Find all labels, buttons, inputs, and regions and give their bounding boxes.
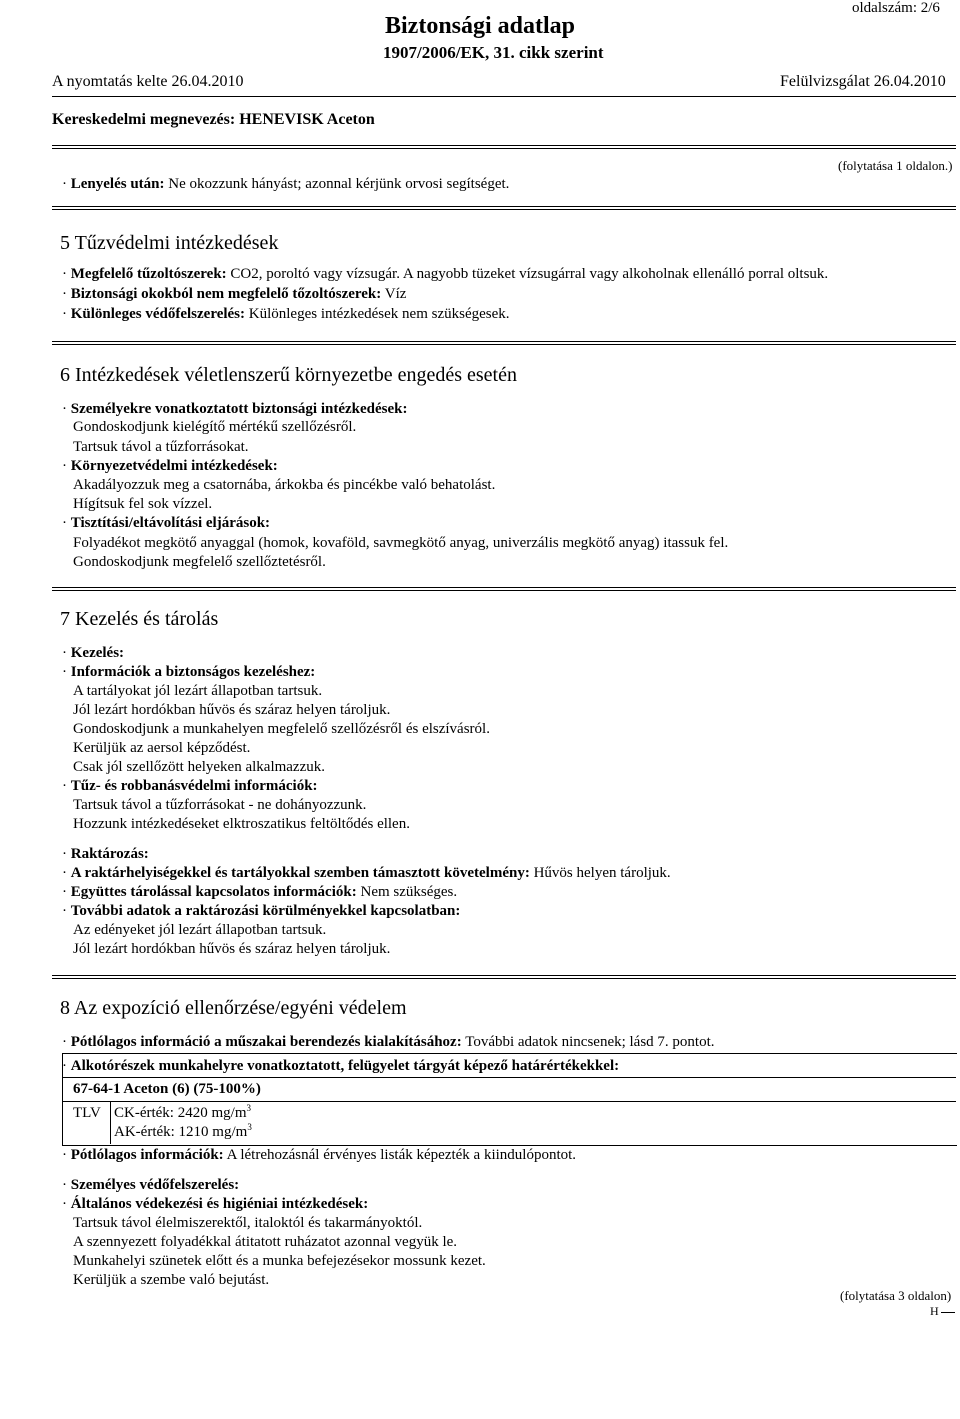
continued-to: (folytatása 3 oldalon) [840,1288,952,1303]
sec7-s3a: Az edényeket jól lezárt állapotban tartsuk. [73,922,327,938]
sec7-fire: · Tűz- és robbanásvédelmi információk: [62,778,318,794]
sec6-h1: · Személyekre vonatkoztatott biztonsági intézkedések: [62,401,408,417]
sec7-f2: Hozzunk intézkedéseket elktroszatikus feltöltődés ellen. [73,816,410,832]
sec8-limits: · Alkotórészek munkahelyre vonatkoztatott, felügyelet tárgyát képező határértékekkel: [62,1058,620,1074]
sec7-i5: Csak jól szellőzött helyeken alkalmazzuk. [73,759,325,775]
sec8-ppe: · Személyes védőfelszerelés: [62,1177,240,1193]
sec8-p2: · Pótlólagos információk: A létrehozásnál érvényes listák képezték a kiindulópontot. [62,1147,577,1163]
sec8-p1-text: További adatok nincsenek; lásd 7. pontot. [461,1034,715,1050]
ak-unit-exponent: 3 [247,1122,252,1132]
swallow-text: Ne okozzunk hányást; azonnal kérjünk orvosi segítséget. [164,176,510,192]
sec5-line-2: · Biztonsági okokból nem megfelelő tőzoltószerek: Víz [62,286,407,302]
sec8-p1: · Pótlólagos információ a műszakai berendezés kialakításához: További adatok nincsenek; lásd 7. pontot. [62,1034,715,1050]
sec8-general: · Általános védekezési és higiéniai intézkedések: [62,1196,369,1212]
sec6-t3b: Gondoskodjunk megfelelő szellőztetésről. [73,554,326,570]
sec5-l2-label: Biztonsági okokból nem megfelelő tőzoltószerek: [70,286,382,302]
substance-name [73,1080,261,1099]
sec7-info: · Információk a biztonságos kezeléshez: [62,664,316,680]
footer-mark-text: H [930,1304,939,1318]
ck-text: CK-érték: 2420 mg/m [114,1105,247,1121]
sec7-s1-label: A raktárhelyiségekkel és tartályokkal szemben támasztott követelmény: [70,865,530,881]
print-date: A nyomtatás kelte 26.04.2010 [52,73,244,90]
sec5-line-1: · Megfelelő tűzoltószerek: CO2, poroltó vagy vízsugár. A nagyobb tüzeket vízsugárral vagy alkoholnak ellenálló porral oltsuk. [62,266,829,282]
sec7-s1: · A raktárhelyiségekkel és tartályokkal szemben támasztott követelmény: Hűvös helyen tároljuk. [62,865,671,881]
section-rule [52,341,956,345]
header-double-rule [52,145,956,149]
sec5-l1-label: Megfelelő tűzoltószerek: [70,266,227,282]
sec6-t3a: Folyadékot megkötő anyaggal (homok, kovaföld, savmegkötő anyag, univerzális megkötő anyag) itassuk fel. [73,535,729,551]
tlv-divider [110,1101,111,1144]
sec7-s1-text: Hűvös helyen tároljuk. [529,865,671,881]
sec7-s2: · Együttes tárolással kapcsolatos információk: Nem szükséges. [62,884,458,900]
sec6-t1a: Gondoskodjunk kielégítő mértékű szellőzésről. [73,419,357,435]
substance-rule [62,1101,956,1102]
section-8-title: 8 Az expozíció ellenőrzése/egyéni védelem [60,997,407,1019]
sec8-g4: Kerüljük a szembe való bejutást. [73,1272,270,1288]
tlv-label: TLV [73,1105,101,1121]
ck-unit-exponent: 3 [246,1103,251,1113]
sec5-line-3: · Különleges védőfelszerelés: Különleges intézkedések nem szükségesek. [62,306,510,322]
sec7-info-text: Információk a biztonságos kezeléshez: [70,664,316,680]
swallow-label: Lenyelés után: [70,176,165,192]
sec6-h2: · Környezetvédelmi intézkedések: [62,458,278,474]
sec8-p1-label: Pótlólagos információ a műszakai berendezés kialakításához: [70,1034,462,1050]
limits-rule [62,1077,956,1078]
section-7-title: 7 Kezelés és tárolás [60,608,219,630]
sec8-p2-label: Pótlólagos információk: [70,1147,224,1163]
sec5-l3-label: Különleges védőfelszerelés: [70,306,246,322]
sec8-limits-label: Alkotórészek munkahelyre vonatkoztatott, felügyelet tárgyát képező határértékekkel: [70,1058,620,1074]
footer-mark-rule [941,1312,955,1313]
document-title: Biztonsági adatlap [385,13,576,39]
sec7-s2-text: Nem szükséges. [356,884,458,900]
sec6-h3: · Tisztítási/eltávolítási eljárások: [62,515,271,531]
sec7-s3-label: További adatok a raktározási körülményekkel kapcsolatban: [70,903,461,919]
sec5-l1-text: CO2, poroltó vagy vízsugár. A nagyobb tüzeket vízsugárral vagy alkoholnak ellenálló porral oltsuk. [226,266,829,282]
ak-value [114,1123,252,1142]
continued-from: (folytatása 1 oldalon.) [838,158,953,173]
sec7-fire-text: Tűz- és robbanásvédelmi információk: [70,778,318,794]
section-rule [52,975,956,979]
sec8-p2-text: A létrehozásnál érvényes listák képezték a kiindulópontot. [223,1147,577,1163]
ck-value [114,1104,251,1123]
document-subtitle: 1907/2006/EK, 31. cikk szerint [383,43,604,62]
sec6-t2a: Akadályozzuk meg a csatornába, árkokba és pincékbe való behatolást. [73,477,496,493]
sec7-storage-text: Raktározás: [70,846,149,862]
trade-name: Kereskedelmi megnevezés: HENEVISK Aceton [52,111,375,128]
review-date: Felülvizsgálat 26.04.2010 [780,73,946,90]
sec7-i2: Jól lezárt hordókban hűvös és száraz helyen tároljuk. [73,702,391,718]
sec8-g2: A szennyezett folyadékkal átitatott ruházatot azonnal vegyük le. [73,1234,458,1250]
footer-mark [930,1304,955,1319]
sec7-i1: A tartályokat jól lezárt állapotban tartsuk. [73,683,323,699]
sec8-g1: Tartsuk távol élelmiszerektől, italoktól és takarmányoktól. [73,1215,423,1231]
sec7-i4: Kerüljük az aersol képződést. [73,740,251,756]
page-number: oldalszám: 2/6 [852,0,940,16]
section-rule [52,206,956,210]
substance-text: 67-64-1 Aceton (6) (75-100%) [73,1081,261,1097]
ak-text: AK-érték: 1210 mg/m [114,1124,248,1140]
section-5-title: 5 Tűzvédelmi intézkedések [60,232,279,254]
sec7-storage: · Raktározás: [62,846,149,862]
sec8-ppe-text: Személyes védőfelszerelés: [70,1177,240,1193]
sec7-handling: · Kezelés: [62,645,125,661]
sec7-s3b: Jól lezárt hordókban hűvös és száraz helyen tároljuk. [73,941,391,957]
sec7-s2-label: Együttes tárolással kapcsolatos információk: [70,884,357,900]
sec7-handling-text: Kezelés: [70,645,125,661]
sec6-h1-text: Személyekre vonatkoztatott biztonsági intézkedések: [70,401,408,417]
sec6-h2-text: Környezetvédelmi intézkedések: [70,458,278,474]
sec6-t1b: Tartsuk távol a tűzforrásokat. [73,439,249,455]
swallow-line: · Lenyelés után: Ne okozzunk hányást; azonnal kérjünk orvosi segítséget. [62,176,510,192]
section-6-title: 6 Intézkedések véletlenszerű környezetbe engedés esetén [60,364,517,386]
section-rule [52,587,956,591]
header-rule [52,96,956,97]
sec7-s3: · További adatok a raktározási körülményekkel kapcsolatban: [62,903,461,919]
sec8-g3: Munkahelyi szünetek előtt és a munka befejezésekor mossunk kezet. [73,1253,486,1269]
sec7-i3: Gondoskodjunk a munkahelyen megfelelő szellőzésről és elszívásról. [73,721,490,737]
sec7-f1: Tartsuk távol a tűzforrásokat - ne dohányozzunk. [73,797,367,813]
sec8-general-text: Általános védekezési és higiéniai intézkedések: [70,1196,369,1212]
sec5-l2-text: Víz [381,286,407,302]
sec5-l3-text: Különleges intézkedések nem szükségesek. [245,306,510,322]
sec6-h3-text: Tisztítási/eltávolítási eljárások: [70,515,271,531]
sec6-t2b: Hígítsuk fel sok vízzel. [73,496,213,512]
